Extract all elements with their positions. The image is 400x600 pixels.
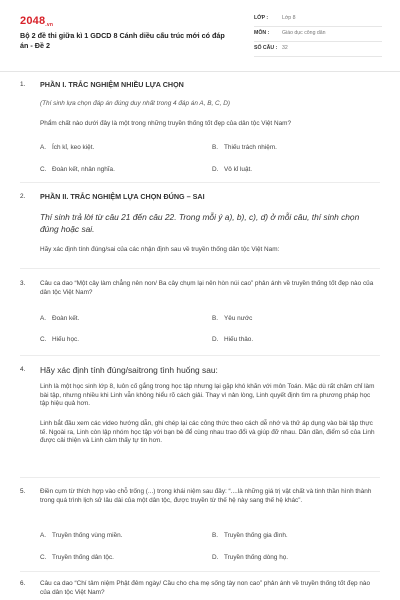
question-number: 6.: [20, 580, 26, 587]
question-number: 4.: [20, 366, 26, 373]
document-meta: [254, 12, 382, 57]
option-c[interactable]: C. Đoàn kết, nhân nghĩa.: [40, 166, 115, 173]
option-d[interactable]: D. Truyền thống dòng họ.: [212, 554, 289, 561]
site-logo[interactable]: [20, 14, 53, 29]
divider: [20, 182, 380, 183]
question-number: 1.: [20, 81, 26, 88]
divider: [20, 268, 380, 269]
logo-text: 2048: [20, 15, 46, 27]
meta-row-subject: [254, 27, 382, 42]
option-d[interactable]: D. Hiếu thảo.: [212, 336, 254, 343]
option-a[interactable]: A. Ích kỉ, keo kiệt.: [40, 144, 95, 151]
option-a[interactable]: A. Đoàn kết.: [40, 315, 80, 322]
option-b[interactable]: B. Thiếu trách nhiệm.: [212, 144, 277, 151]
question-text: Hãy xác định tính đúng/saitrong tình huống sau:: [40, 365, 218, 375]
meta-value: 32: [282, 45, 288, 52]
section-heading: PHẦN I. TRẮC NGHIỆM NHIỀU LỰA CHỌN: [40, 80, 184, 89]
logo-suffix: .vn: [45, 22, 54, 29]
meta-row-grade: [254, 12, 382, 27]
question-text: Câu ca dao “Một cây làm chẳng nên non/ Ba cây chụm lại nên hòn núi cao” phản ánh về truyền thống tốt đẹp nào của dân tộc Việt Nam?: [40, 280, 374, 296]
question-text: Điền cụm từ thích hợp vào chỗ trống (...) trong khái niệm sau đây: “....là những giá trị vật chất và tinh thần hình thành trong quá trình lịch sử lâu dài của một dân tộc, được truyền từ thế hệ này sang thế hệ khác”.: [40, 488, 372, 504]
scenario-paragraph-1: Linh là một học sinh lớp 8, luôn cố gắng trong học tập nhưng lại gặp khó khăn với môn Toán. Mặc dù rất chăm chỉ làm bài tập, nhưng nhiều khi Linh vẫn không hiểu rõ cách giải. Thay vì nản lòng, Linh quyết định tìm ra phương pháp học tập hiệu quả hơn.: [40, 383, 375, 408]
divider: [20, 571, 380, 572]
meta-key: LỚP :: [254, 15, 269, 22]
question-number: 2.: [20, 193, 26, 200]
meta-key: MÔN :: [254, 30, 270, 37]
option-c[interactable]: C. Hiếu học.: [40, 336, 79, 343]
option-b[interactable]: B. Yêu nước: [212, 315, 253, 322]
meta-value: Giáo dục công dân: [282, 30, 326, 37]
section-instruction: (Thí sinh lựa chọn đáp án đúng duy nhất trong 4 đáp án A, B, C, D): [40, 100, 230, 107]
question-text: Phẩm chất nào dưới đây là một trong những truyền thống tốt đẹp của dân tộc Việt Nam?: [40, 120, 292, 127]
option-d[interactable]: D. Vô kỉ luật.: [212, 166, 253, 173]
section-instruction: Thí sinh trả lời từ câu 21 đến câu 22. Trong mỗi ý a), b), c), d) ở mỗi câu, thí sinh chọn đúng hoặc sai.: [40, 212, 360, 234]
meta-row-count: [254, 42, 382, 57]
divider: [20, 355, 380, 356]
divider: [20, 477, 380, 478]
option-c[interactable]: C. Truyền thống dân tộc.: [40, 554, 114, 561]
meta-value: Lớp 8: [282, 15, 296, 22]
scenario-paragraph-2: Linh bắt đầu xem các video hướng dẫn, ghi chép lại các công thức theo cách dễ nhớ và thử áp dụng vào bài tập thực tế. Ngoài ra, Linh còn lập nhóm học tập với bạn bè để cùng nhau trao đổi và giúp đỡ nhau. Dần dần, điểm số của Linh được cải thiện và Linh cảm thấy tự tin hơn.: [40, 420, 375, 445]
document-title: Bộ 2 đề thi giữa kì 1 GDCD 8 Cánh diều cấu trúc mới có đáp án - Đề 2: [20, 31, 225, 50]
question-text: Câu ca dao “Chí tâm niệm Phật đêm ngày/ Cầu cho cha mẹ sống tày non cao” phản ánh về truyền thống tốt đẹp nào của dân tộc Việt Nam?: [40, 580, 371, 596]
document-header: [0, 0, 400, 72]
question-number: 5.: [20, 488, 26, 495]
meta-key: SỐ CÂU :: [254, 45, 278, 52]
option-a[interactable]: A. Truyền thống vùng miền.: [40, 532, 123, 539]
question-number: 3.: [20, 280, 26, 287]
option-b[interactable]: B. Truyền thống gia đình.: [212, 532, 288, 539]
section-heading: PHẦN II. TRẮC NGHIỆM LỰA CHỌN ĐÚNG – SAI: [40, 192, 205, 201]
question-text: Hãy xác định tính đúng/sai của các nhận định sau về truyền thống dân tộc Việt Nam:: [40, 246, 280, 253]
